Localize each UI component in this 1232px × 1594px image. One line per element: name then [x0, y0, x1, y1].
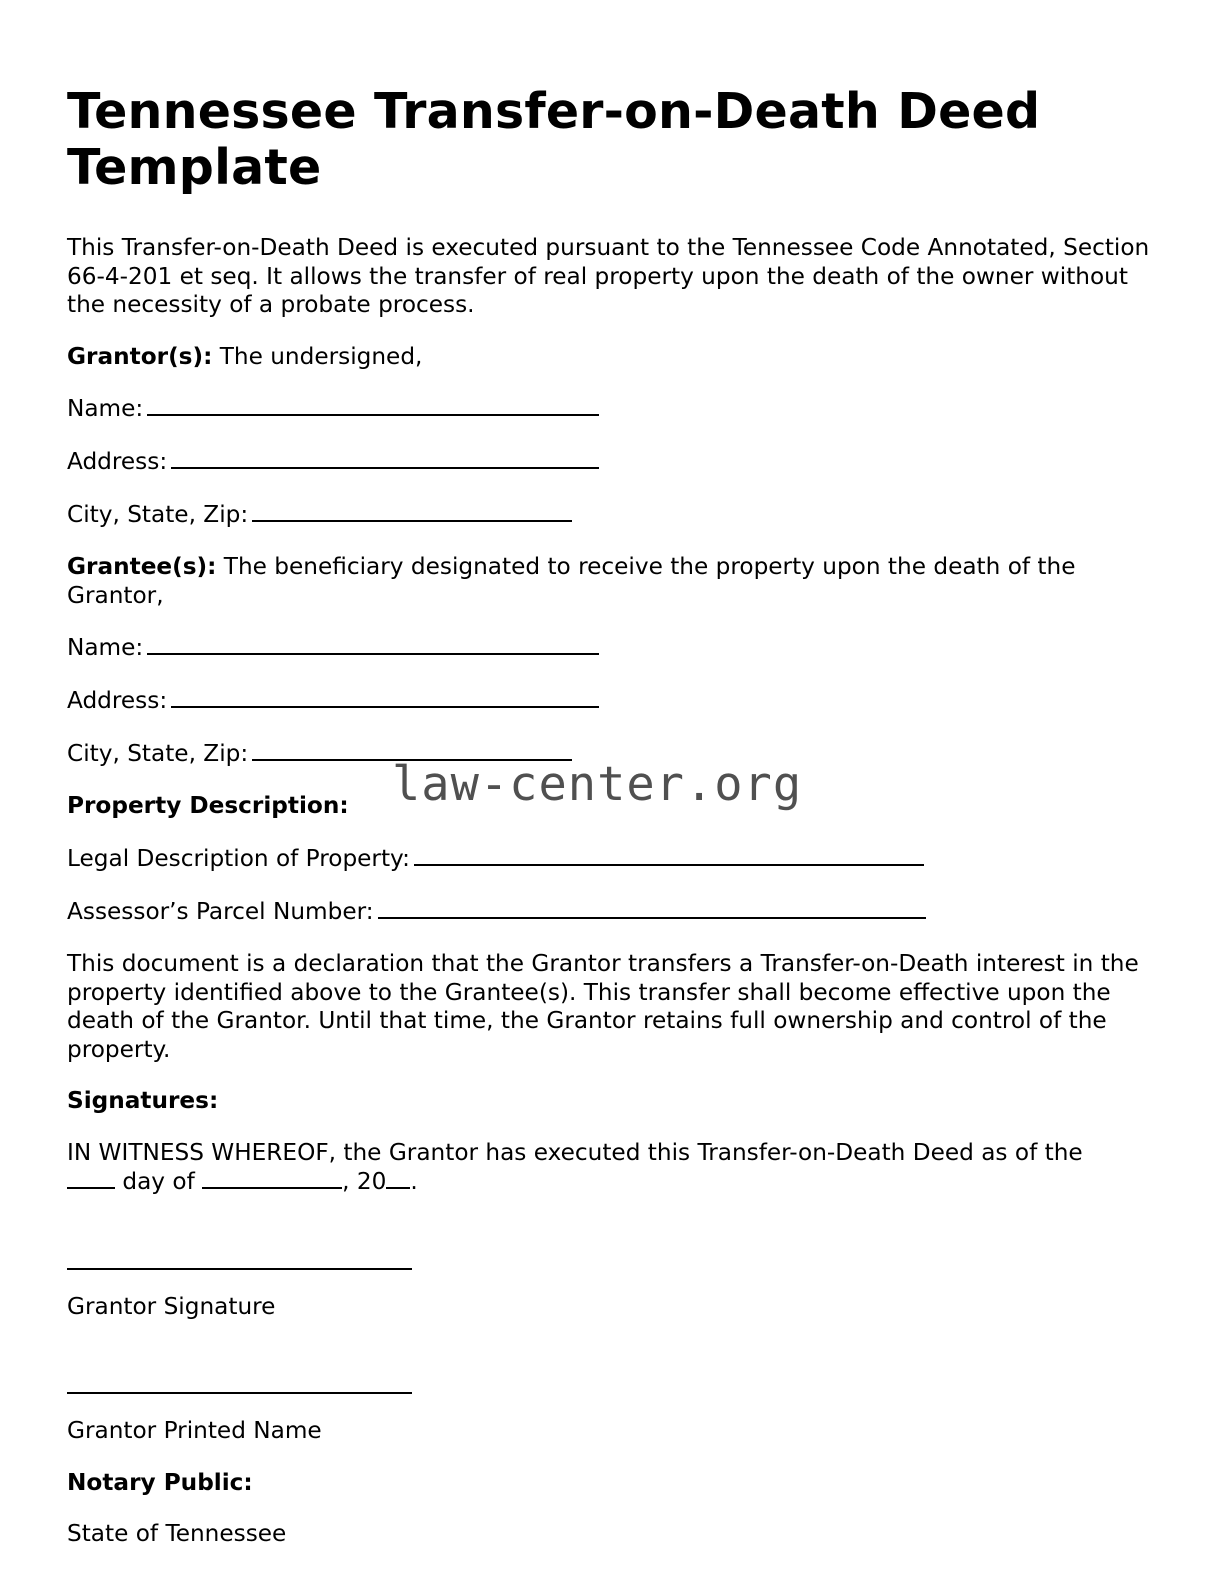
grantor-name-blank[interactable]: [147, 394, 599, 416]
grantee-address-label: Address:: [67, 687, 168, 714]
grantor-name-line: [67, 394, 1157, 424]
notary-state: State of Tennessee: [67, 1520, 287, 1547]
legal-description-blank[interactable]: [414, 844, 924, 866]
watermark-text: law-center.org: [392, 757, 803, 812]
grantor-signature-label: Grantor Signature: [67, 1292, 276, 1320]
document-page: [67, 84, 1157, 1572]
legal-description-label: Legal Description of Property:: [67, 845, 410, 872]
grantee-address-line: [67, 686, 1157, 716]
grantor-city-label: City, State, Zip:: [67, 501, 249, 528]
grantee-name-label: Name:: [67, 634, 144, 661]
grantor-city-blank[interactable]: [252, 500, 572, 522]
grantee-text: The beneficiary designated to receive the property upon the death of the Grantor,: [67, 553, 1076, 609]
witness-paragraph: [67, 1139, 1157, 1197]
witness-period: .: [410, 1168, 418, 1195]
grantee-name-line: [67, 633, 1157, 663]
year-blank[interactable]: [386, 1167, 410, 1189]
grantee-city-label: City, State, Zip:: [67, 740, 249, 767]
parcel-number-label: Assessor’s Parcel Number:: [67, 898, 374, 925]
witness-year-text: , 20: [342, 1168, 387, 1195]
grantee-heading-line: [67, 553, 1157, 610]
grantor-heading-line: [67, 343, 1157, 372]
grantor-printed-name-label: Grantor Printed Name: [67, 1417, 322, 1444]
grantor-text: The undersigned,: [212, 342, 423, 370]
notary-heading: Notary Public:: [67, 1468, 253, 1496]
intro-paragraph: This Transfer-on-Death Deed is executed pursuant to the Tennessee Code Annotated, Section 66-4-201 et seq. It allows the transfer of real property upon the death of the owner without the necessity of a probate process.: [67, 234, 1150, 318]
notary-heading-line: [67, 1469, 1157, 1498]
parcel-number-blank[interactable]: [378, 897, 926, 919]
legal-description-line: [67, 844, 1157, 874]
declaration-paragraph: This document is a declaration that the Grantor transfers a Transfer-on-Death interest in the property identified above to the Grantee(s). This transfer shall become effective upon the death of the Grantor. Until that time, the Grantor retains full ownership and control of the property.: [67, 950, 1139, 1063]
month-blank[interactable]: [202, 1167, 342, 1189]
grantor-printed-name-line[interactable]: [67, 1366, 412, 1394]
grantor-city-line: [67, 500, 1157, 530]
parcel-number-line: [67, 897, 1157, 927]
grantor-address-blank[interactable]: [171, 447, 599, 469]
document-title: Tennessee Transfer-on-Death Deed Template: [67, 83, 1041, 196]
grantor-label: Grantor(s):: [67, 342, 213, 370]
day-blank[interactable]: [67, 1167, 115, 1189]
grantee-name-blank[interactable]: [147, 633, 599, 655]
grantee-address-blank[interactable]: [171, 686, 599, 708]
grantor-address-line: [67, 447, 1157, 477]
witness-day-text: day of: [115, 1168, 203, 1195]
grantee-label: Grantee(s):: [67, 553, 217, 580]
grantor-signature-line[interactable]: [67, 1242, 412, 1270]
grantor-name-label: Name:: [67, 395, 144, 422]
witness-text: IN WITNESS WHEREOF, the Grantor has executed this Transfer-on-Death Deed as of the: [67, 1138, 1083, 1166]
signatures-heading: Signatures:: [67, 1087, 219, 1114]
property-heading: Property Description:: [67, 792, 349, 819]
grantor-address-label: Address:: [67, 448, 168, 475]
signatures-heading-line: [67, 1087, 1157, 1116]
